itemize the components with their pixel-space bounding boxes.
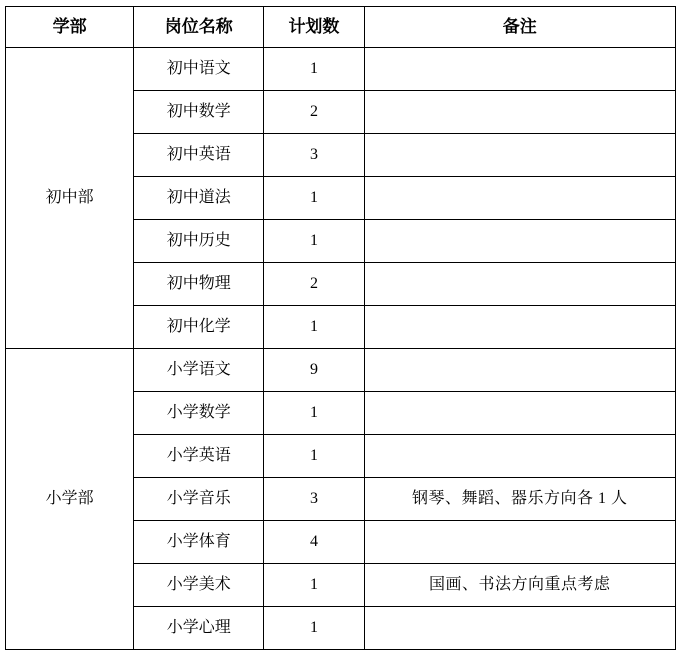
post-name-cell: 初中道法 — [134, 177, 264, 220]
table-row — [6, 349, 676, 392]
column-header-post: 岗位名称 — [134, 7, 264, 48]
post-name-cell: 小学体育 — [134, 521, 264, 564]
column-header-remark: 备注 — [364, 7, 675, 48]
remark-cell — [364, 134, 675, 177]
department-cell-primary: 小学部 — [6, 349, 134, 650]
post-name-cell: 小学音乐 — [134, 478, 264, 521]
remark-cell: 国画、书法方向重点考虑 — [364, 564, 675, 607]
plan-count-cell: 9 — [264, 349, 364, 392]
plan-count-cell: 1 — [264, 392, 364, 435]
remark-cell — [364, 521, 675, 564]
table-header-row — [6, 7, 676, 48]
remark-cell — [364, 349, 675, 392]
department-cell-junior: 初中部 — [6, 48, 134, 349]
plan-count-cell: 3 — [264, 478, 364, 521]
plan-count-cell: 3 — [264, 134, 364, 177]
remark-cell — [364, 306, 675, 349]
post-name-cell: 初中物理 — [134, 263, 264, 306]
post-name-cell: 小学心理 — [134, 607, 264, 650]
column-header-department: 学部 — [6, 7, 134, 48]
post-name-cell: 初中英语 — [134, 134, 264, 177]
post-name-cell: 小学数学 — [134, 392, 264, 435]
plan-count-cell: 4 — [264, 521, 364, 564]
plan-count-cell: 2 — [264, 263, 364, 306]
column-header-plan-count: 计划数 — [264, 7, 364, 48]
post-name-cell: 初中化学 — [134, 306, 264, 349]
post-name-cell: 初中语文 — [134, 48, 264, 91]
table-body — [6, 48, 676, 650]
plan-count-cell: 2 — [264, 91, 364, 134]
table-header — [6, 7, 676, 48]
remark-cell: 钢琴、舞蹈、器乐方向各 1 人 — [364, 478, 675, 521]
table-row — [6, 48, 676, 91]
remark-cell — [364, 91, 675, 134]
plan-count-cell: 1 — [264, 564, 364, 607]
plan-count-cell: 1 — [264, 48, 364, 91]
remark-cell — [364, 220, 675, 263]
plan-count-cell: 1 — [264, 177, 364, 220]
remark-cell — [364, 607, 675, 650]
post-name-cell: 初中数学 — [134, 91, 264, 134]
recruitment-plan-table — [5, 6, 676, 650]
post-name-cell: 小学语文 — [134, 349, 264, 392]
remark-cell — [364, 392, 675, 435]
plan-count-cell: 1 — [264, 435, 364, 478]
remark-cell — [364, 435, 675, 478]
post-name-cell: 小学美术 — [134, 564, 264, 607]
remark-cell — [364, 48, 675, 91]
plan-count-cell: 1 — [264, 607, 364, 650]
plan-count-cell: 1 — [264, 306, 364, 349]
plan-count-cell: 1 — [264, 220, 364, 263]
post-name-cell: 小学英语 — [134, 435, 264, 478]
remark-cell — [364, 177, 675, 220]
document-page — [0, 6, 681, 656]
post-name-cell: 初中历史 — [134, 220, 264, 263]
remark-cell — [364, 263, 675, 306]
